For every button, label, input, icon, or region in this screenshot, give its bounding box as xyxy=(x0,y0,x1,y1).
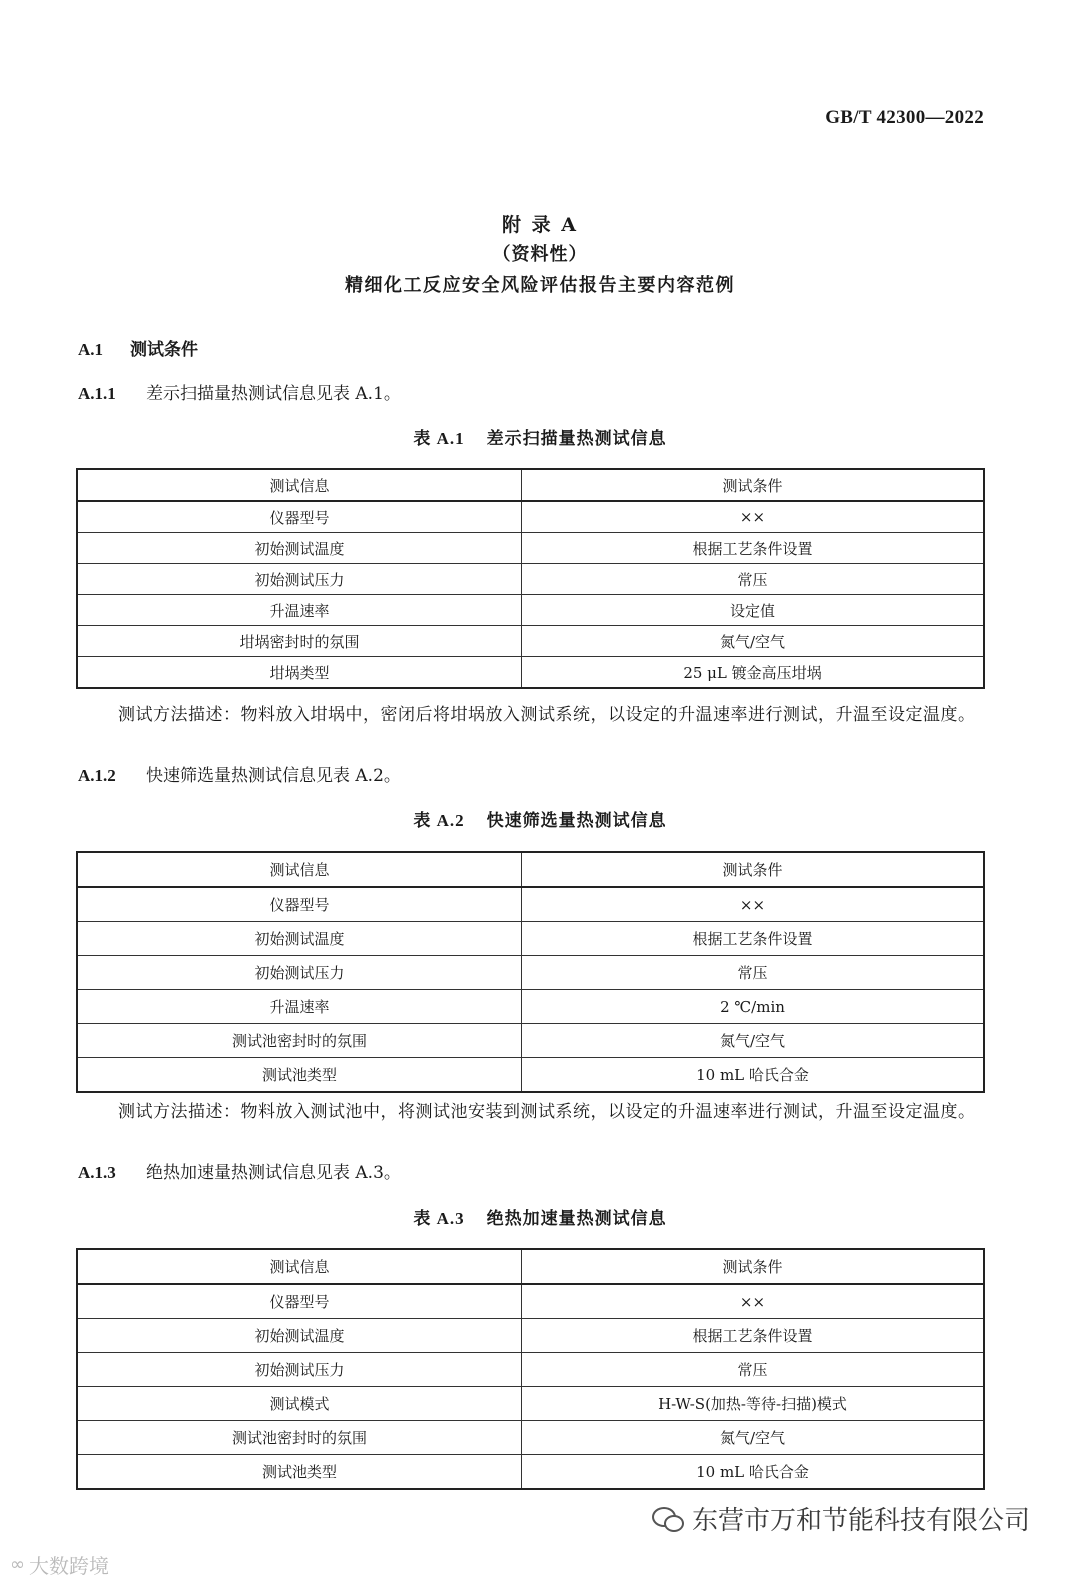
table-a2 xyxy=(76,851,985,1093)
organization-watermark xyxy=(652,1500,1030,1537)
method-description-1: 测试方法描述：物料放入坩埚中，密闭后将坩埚放入测试系统，以设定的升温速率进行测试，升温至设定温度。 xyxy=(118,705,976,725)
table-cell: 25 μL 镀金高压坩埚 xyxy=(522,657,985,689)
table-cell: 测试池密封时的氛围 xyxy=(77,1024,522,1058)
table-row xyxy=(77,501,984,533)
table-cell: 初始测试压力 xyxy=(77,956,522,990)
table-cell: 仪器型号 xyxy=(77,887,522,922)
table-cell: 根据工艺条件设置 xyxy=(522,922,985,956)
table-caption-a2 xyxy=(0,806,1080,831)
table-a3 xyxy=(76,1248,985,1490)
table-row xyxy=(77,990,984,1024)
table-cell: 10 mL 哈氏合金 xyxy=(522,1455,985,1490)
table-cell: 仪器型号 xyxy=(77,501,522,533)
table-row xyxy=(77,1284,984,1319)
section-title: 测试条件 xyxy=(130,340,198,360)
subsection-number: A.1.1 xyxy=(78,384,116,403)
table-caption-title: 绝热加速量热测试信息 xyxy=(486,1209,667,1229)
table-cell: 仪器型号 xyxy=(77,1284,522,1319)
table-row xyxy=(77,1353,984,1387)
organization-name: 东营市万和节能科技有限公司 xyxy=(691,1506,1030,1536)
watermark-icon: ∞ xyxy=(10,1554,25,1575)
table-row xyxy=(77,1455,984,1490)
table-cell: 氮气/空气 xyxy=(522,1421,985,1455)
table-cell: 初始测试压力 xyxy=(77,564,522,595)
table-header-row xyxy=(77,1249,984,1284)
subsection-a1-1 xyxy=(78,379,401,404)
table-cell: 初始测试压力 xyxy=(77,1353,522,1387)
watermark-text: 大数跨境 xyxy=(29,1554,109,1578)
appendix-title: 附 录 A xyxy=(502,214,578,236)
table-caption-number: 表 A.2 xyxy=(413,811,465,830)
table-row xyxy=(77,1319,984,1353)
table-a1 xyxy=(76,468,985,689)
table-row xyxy=(77,922,984,956)
table-cell: 测试条件 xyxy=(522,469,985,501)
table-cell: 测试模式 xyxy=(77,1387,522,1421)
watermark-logo xyxy=(10,1550,109,1579)
table-cell: H-W-S(加热-等待-扫描)模式 xyxy=(522,1387,985,1421)
table-row xyxy=(77,1058,984,1093)
table-row xyxy=(77,1024,984,1058)
table-cell: 测试信息 xyxy=(77,1249,522,1284)
table-header-row xyxy=(77,469,984,501)
table-cell: 测试条件 xyxy=(522,1249,985,1284)
table-cell: ×× xyxy=(522,501,985,533)
table-cell: 常压 xyxy=(522,956,985,990)
table-cell: 根据工艺条件设置 xyxy=(522,1319,985,1353)
table-row xyxy=(77,657,984,689)
table-cell: 设定值 xyxy=(522,595,985,626)
table-cell: 升温速率 xyxy=(77,990,522,1024)
appendix-nature: （资料性） xyxy=(492,244,588,265)
subsection-text: 绝热加速量热测试信息见表 A.3。 xyxy=(146,1163,401,1183)
table-caption-number: 表 A.3 xyxy=(413,1209,465,1228)
table-cell: ×× xyxy=(522,1284,985,1319)
table-cell: 10 mL 哈氏合金 xyxy=(522,1058,985,1093)
table-cell: 初始测试温度 xyxy=(77,922,522,956)
standard-code: GB/T 42300—2022 xyxy=(825,107,984,128)
appendix-subject: 精细化工反应安全风险评估报告主要内容范例 xyxy=(345,275,735,296)
subsection-a1-2 xyxy=(78,761,401,786)
table-cell: 根据工艺条件设置 xyxy=(522,533,985,564)
table-cell: 2 ℃/min xyxy=(522,990,985,1024)
table-row xyxy=(77,887,984,922)
section-number: A.1 xyxy=(78,340,104,359)
table-cell: 升温速率 xyxy=(77,595,522,626)
table-row xyxy=(77,595,984,626)
table-caption-number: 表 A.1 xyxy=(413,429,465,448)
table-header-row xyxy=(77,852,984,887)
table-row xyxy=(77,1387,984,1421)
table-caption-a1 xyxy=(0,424,1080,449)
table-cell: 测试条件 xyxy=(522,852,985,887)
table-cell: 常压 xyxy=(522,1353,985,1387)
table-row xyxy=(77,564,984,595)
table-cell: 坩埚密封时的氛围 xyxy=(77,626,522,657)
table-cell: 初始测试温度 xyxy=(77,1319,522,1353)
table-cell: 氮气/空气 xyxy=(522,626,985,657)
table-cell: 测试信息 xyxy=(77,469,522,501)
table-caption-a3 xyxy=(0,1204,1080,1229)
table-row xyxy=(77,1421,984,1455)
table-row xyxy=(77,626,984,657)
table-cell: 测试信息 xyxy=(77,852,522,887)
table-cell: 常压 xyxy=(522,564,985,595)
section-heading-a1 xyxy=(78,335,198,360)
table-cell: 初始测试温度 xyxy=(77,533,522,564)
wechat-icon xyxy=(652,1507,682,1531)
table-cell: ×× xyxy=(522,887,985,922)
table-caption-title: 差示扫描量热测试信息 xyxy=(486,429,667,449)
subsection-text: 快速筛选量热测试信息见表 A.2。 xyxy=(146,766,401,786)
subsection-number: A.1.2 xyxy=(78,766,116,785)
table-row xyxy=(77,956,984,990)
method-description-2: 测试方法描述：物料放入测试池中，将测试池安装到测试系统，以设定的升温速率进行测试，升温至设定温度。 xyxy=(118,1102,976,1122)
table-caption-title: 快速筛选量热测试信息 xyxy=(486,811,667,831)
table-cell: 测试池类型 xyxy=(77,1455,522,1490)
table-cell: 坩埚类型 xyxy=(77,657,522,689)
subsection-text: 差示扫描量热测试信息见表 A.1。 xyxy=(146,384,401,404)
table-cell: 测试池密封时的氛围 xyxy=(77,1421,522,1455)
subsection-number: A.1.3 xyxy=(78,1163,116,1182)
table-row xyxy=(77,533,984,564)
subsection-a1-3 xyxy=(78,1158,401,1183)
table-cell: 测试池类型 xyxy=(77,1058,522,1093)
table-cell: 氮气/空气 xyxy=(522,1024,985,1058)
